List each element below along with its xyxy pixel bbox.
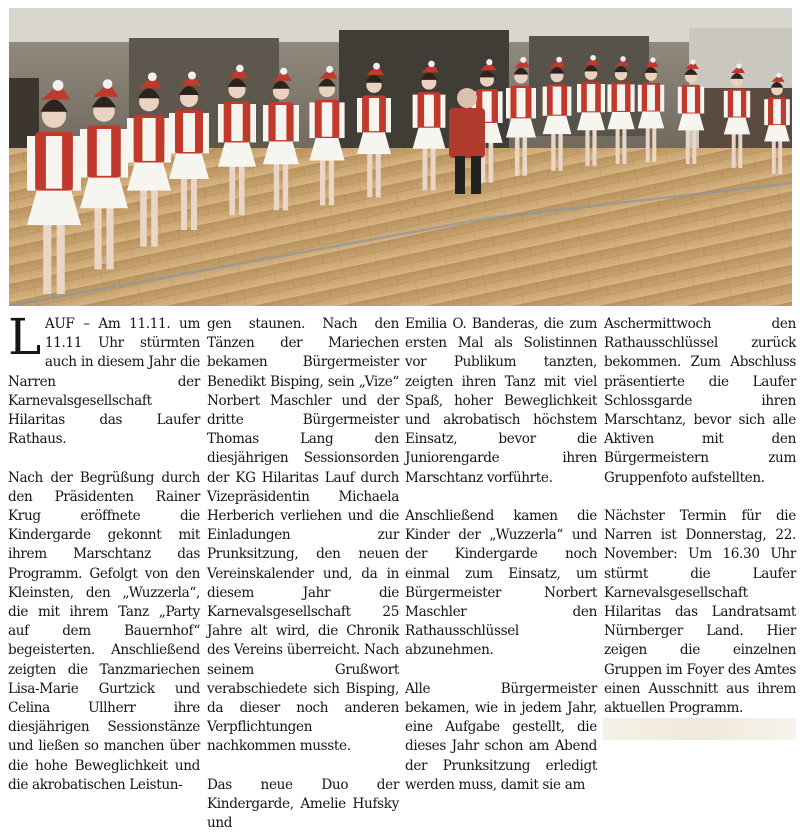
drop-cap: L xyxy=(8,308,41,366)
paragraph-intro: LAUF – Am 11.11. um 11.11 Uhr stürmten auch in diesem Jahr die Narren der Karnevalsgesellschaft Hilaritas das Laufer Rathaus. xyxy=(8,308,200,448)
paragraph: Nach der Begrüßung durch den Präsidenten Rainer Krug eröffnete die Kindergarde gekonnt mit ihrem Marschtanz das Programm. Gefolgt von den Kleinsten, den „Wuzzerla“, die mit ihrem Tanz „Party auf dem Bauernhof“ begeisterten. Anschließend zeigten die Tanzmariechen Lisa-Marie Gurtzick und Celina Ullherr ihre diesjährigen Sessionstänze und ließen so manchen über die hohe Beweglichkeit und die akrobatischen Leistun- xyxy=(8,469,200,793)
carnival-dance-group-photo xyxy=(9,8,792,306)
paragraph: Das neue Duo der Kindergarde, Amelie Hufsky und xyxy=(207,776,399,832)
article-column-2 xyxy=(207,315,399,833)
article-column-4 xyxy=(604,315,796,718)
paragraph: Nächster Termin für die Narren ist Donnerstag, 22. November: Um 16.30 Uhr stürmt die Laufer Karnevalsgesellschaft Hilaritas das Landratsamt Nürnberger Land. Hier zeigen die einzelnen Gruppen im Foyer des Amtes einen Ausschnitt aus ihrem aktuellen Programm. xyxy=(604,508,796,717)
article-photo xyxy=(9,8,792,306)
paragraph: Aschermittwoch den Rathausschlüssel zurück bekommen. Zum Abschluss präsentierte die Laufer Schlossgarde ihren Marschtanz, bevor sich alle Aktiven mit den Bürgermeistern zum Gruppenfoto aufstellten. xyxy=(604,316,796,486)
article-column-1 xyxy=(8,308,200,795)
article-column-3 xyxy=(405,315,597,795)
paragraph: gen staunen. Nach den Tänzen der Mariechen bekamen Bürgermeister Benedikt Bisping, sein „Vize“ Norbert Maschler und der dritte Bürgermeister Thomas Lang den diesjährigen Sessionsorden der KG Hilaritas Lauf durch Vizepräsidentin Michaela Herberich verliehen und die Einladungen zur Prunksitzung, den neuen Vereinskalender und, da in diesem Jahr die Karnevalsgesellschaft 25 Jahre alt wird, die Chronik des Vereins überreicht. Nach seinem Grußwort verabschiedete sich Bisping, da dieser noch anderen Verpflichtungen nachkommen musste. xyxy=(207,316,399,755)
paragraph: Anschließend kamen die Kinder der „Wuzzerla“ und der Kindergarde noch einmal zum Einsatz, um Bürgermeister Norbert Maschler den Rathausschlüssel abzunehmen. xyxy=(405,508,597,659)
paper-fade xyxy=(603,718,796,740)
paragraph: Alle Bürgermeister bekamen, wie in jedem Jahr, eine Aufgabe gestellt, die dieses Jahr schon am Abend der Prunksitzung erledigt werden muss, damit sie am xyxy=(405,680,597,793)
paragraph: Emilia O. Banderas, die zum ersten Mal als Solistinnen vor Publikum tanzten, zeigten ihren Tanz mit viel Spaß, hoher Beweglichkeit und akrobatisch höchstem Einsatz, bevor die Juniorengarde ihren Marschtanz vorführte. xyxy=(405,316,597,486)
